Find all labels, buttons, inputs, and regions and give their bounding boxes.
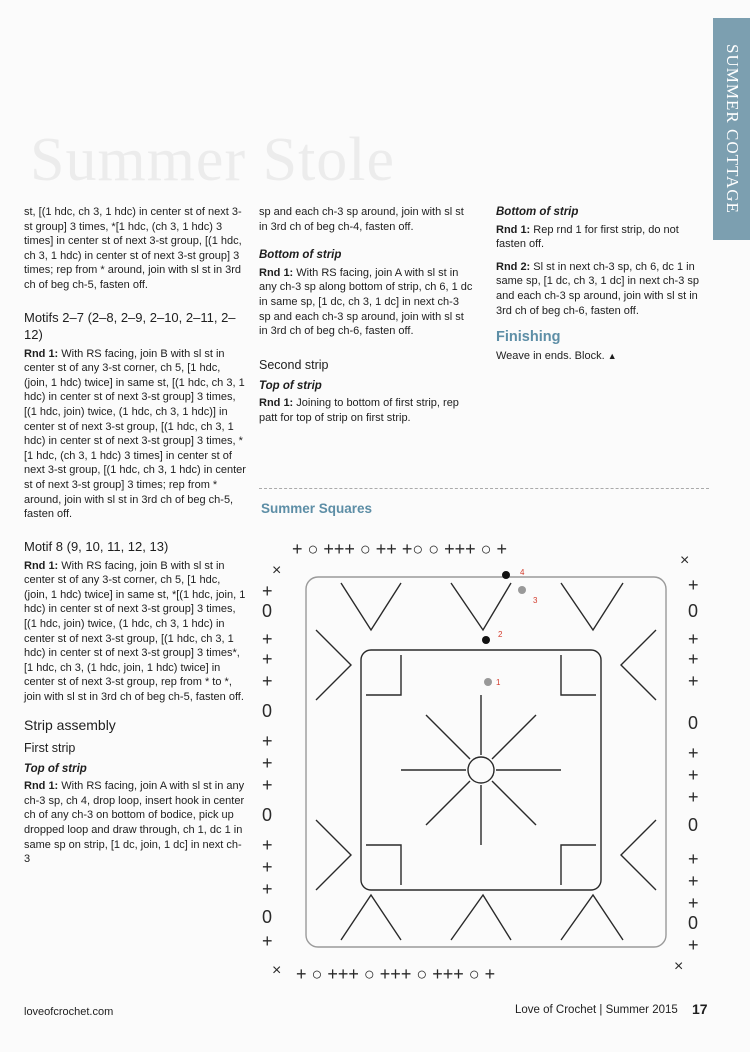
chart-corners — [272, 552, 689, 979]
svg-text:0: 0 — [262, 805, 273, 825]
crochet-chart — [256, 535, 716, 990]
svg-text:0: 0 — [688, 713, 699, 733]
column-2 — [259, 205, 473, 434]
finishing-heading: Finishing — [496, 329, 561, 346]
svg-text:0: 0 — [262, 601, 273, 621]
svg-text:+: + — [688, 743, 699, 763]
ghost-title: Summer Stole — [30, 126, 396, 194]
rnd1-body: Rep rnd 1 for first strip, do not fasten off. — [496, 223, 679, 251]
column-3 — [496, 205, 711, 371]
rnd-label: Rnd 1: — [24, 559, 59, 572]
top-of-strip-heading: Top of strip — [24, 762, 87, 775]
svg-text:0: 0 — [688, 601, 699, 621]
svg-text:+: + — [688, 849, 699, 869]
svg-text:0: 0 — [262, 701, 273, 721]
section-divider — [259, 488, 709, 489]
svg-text:+: + — [262, 775, 273, 795]
marker-3-dot — [518, 586, 526, 594]
chart-center — [401, 695, 561, 845]
chart-outer-chains — [306, 577, 666, 947]
chart-inner-square — [361, 650, 601, 890]
section-tab-label: SUMMER COTTAGE — [722, 44, 742, 214]
finishing-body: Weave in ends. Block. — [496, 349, 605, 362]
rnd2-text — [496, 260, 711, 318]
rnd-label: Rnd 1: — [259, 266, 294, 279]
svg-text:+: + — [262, 649, 273, 669]
top-body: Joining to bottom of first strip, rep patt for top of strip on first strip. — [259, 397, 459, 424]
second-strip-heading: Second strip — [259, 357, 329, 372]
chart-border-right — [688, 575, 699, 955]
column-1 — [24, 205, 246, 875]
bottom-of-strip-heading: Bottom of strip — [496, 206, 579, 218]
marker-1-dot — [484, 678, 492, 686]
svg-text:+: + — [688, 787, 699, 807]
end-mark-icon: ▲ — [607, 350, 617, 361]
page-number: 17 — [692, 1001, 708, 1017]
rnd1-text — [496, 223, 711, 252]
motifs-2-7-text — [24, 347, 246, 522]
rnd-label: Rnd 1: — [24, 347, 59, 360]
marker-2-dot — [482, 636, 490, 644]
rnd2-body: Sl st in next ch-3 sp, ch 6, dc 1 in same sp, [1 dc, ch 3, 1 dc] in next ch-3 sp and each ch-3 sp around, join with sl st in 3rd ch of beg ch-6, fasten off. — [496, 260, 699, 317]
svg-text:+: + — [262, 731, 273, 751]
marker-2-label: 2 — [498, 630, 503, 639]
svg-text:+ ○ +++ ○ +++ ○ +++ ○ +: + ○ +++ ○ +++ ○ +++ ○ + — [296, 964, 496, 984]
chart-border-top — [292, 539, 507, 984]
svg-text:+: + — [262, 879, 273, 899]
svg-text:+: + — [688, 649, 699, 669]
motifs-2-7-body: With RS facing, join B with sl st in center st of any 3-st corner, ch 5, [1 hdc, (join, 1 hdc) twice] in same st, [(1 hdc, ch 3, 1 hdc) in center st of next 3-st group] 3 times, [(1 hdc, join) twice, (1 hdc, ch 3, 1 hdc)] in center st of next 3-st group, [(1 hdc, ch 3, 1 hdc) in center st of next 3-st group] 3 times, *[1 hdc, (ch 3, 1 hdc) 3 times] in center st of next 3-st group, [(1 hdc, ch 3, 1 hdc) in center st of next 3-st group] 3 times; rep from * around, join with sl st in 3rd ch of beg ch-5, fasten off. — [24, 347, 246, 521]
motifs-2-7-heading: Motifs 2–7 (2–8, 2–9, 2–10, 2–11, 2–12) — [24, 309, 236, 342]
marker-3-label: 3 — [533, 596, 538, 605]
footer-site: loveofcrochet.com — [24, 1006, 114, 1018]
marker-4-label: 4 — [520, 568, 525, 577]
svg-text:+: + — [262, 931, 273, 951]
footer-magazine: Love of Crochet | Summer 2015 — [515, 1004, 678, 1016]
svg-text:0: 0 — [688, 815, 699, 835]
marker-1-label: 1 — [496, 678, 501, 687]
rnd-label: Rnd 1: — [259, 397, 294, 410]
marker-4-dot — [502, 571, 510, 579]
bottom-body: With RS facing, join A with sl st in any ch-3 sp along bottom of strip, ch 6, 1 dc in same sp, [1 dc, ch 3, 1 dc] in next ch-3 sp and each ch-3 sp around, join with sl st in 3rd ch of beg ch-6, fasten off. — [259, 266, 473, 338]
svg-text:+: + — [688, 765, 699, 785]
motif-8-heading: Motif 8 (9, 10, 11, 12, 13) — [24, 538, 169, 554]
svg-text:×: × — [272, 562, 282, 579]
svg-text:+: + — [262, 753, 273, 773]
chart-border-left — [262, 581, 273, 951]
rnd-label: Rnd 1: — [496, 223, 531, 236]
svg-text:+: + — [688, 671, 699, 691]
chart-markers — [482, 571, 526, 686]
svg-text:0: 0 — [688, 913, 699, 933]
svg-text:×: × — [674, 958, 684, 975]
bottom-text — [259, 266, 473, 339]
strip-body: With RS facing, join A with sl st in any ch-3 sp, ch 4, drop loop, insert hook in center ch of any ch-3 on bottom of bodice, pick up dropped loop and draw through, ch 1, dc 1 in same sp on strip, [1 dc, join, 1 dc] in next ch-3 — [24, 780, 245, 866]
top-text — [259, 396, 473, 425]
svg-text:+: + — [262, 857, 273, 877]
motif-8-body: With RS facing, join B with sl st in center st of any 3-st corner, ch 5, [1 hdc, (join, 1 hdc) twice] in same st, *[(1 hdc, join, 1 hdc) in center st of next 3-st group] 3 times, [(1 hdc, join) twice, (1 hdc, ch 3, 1 hdc) in center st of next 3-st group, [(1 hdc, ch 3, 1 hdc) in center st of next 3-st group] 3 times*, [1 hdc, ch 3, (1 hdc, join, 1 hdc) twice] in center st of next 3-st group, rep from * to *, join with sl st in 3rd ch of beg ch-5, fasten off. — [24, 559, 246, 704]
svg-text:+: + — [262, 581, 273, 601]
chart-title: Summer Squares — [261, 501, 373, 516]
strip-assembly-heading: Strip assembly — [24, 716, 116, 733]
first-strip-heading: First strip — [24, 740, 76, 755]
svg-text:+: + — [688, 893, 699, 913]
svg-text:+: + — [262, 835, 273, 855]
svg-text:0: 0 — [262, 907, 273, 927]
rnd-label: Rnd 2: — [496, 260, 531, 273]
intro-paragraph: sp and each ch-3 sp around, join with sl st in 3rd ch of beg ch-4, fasten off. — [259, 206, 464, 233]
section-tab — [713, 18, 750, 240]
intro-paragraph: st, [(1 hdc, ch 3, 1 hdc) in center st of next 3-st group] 3 times, *[1 hdc, (ch 3, 1 hdc) 3 times] in center st of next 3-st group, [(1 hdc, ch 3, 1 hdc) in center st of next 3-st group] 3 times; rep from * around, join with sl st in 3rd ch of beg ch-5, fasten off. — [24, 206, 242, 291]
motif-8-text — [24, 559, 246, 705]
svg-text:+: + — [688, 575, 699, 595]
svg-text:×: × — [680, 552, 690, 569]
svg-text:+: + — [688, 935, 699, 955]
svg-text:+: + — [688, 629, 699, 649]
svg-text:+: + — [688, 871, 699, 891]
svg-text:×: × — [272, 962, 282, 979]
rnd-label: Rnd 1: — [24, 780, 59, 793]
finishing-text — [496, 349, 711, 364]
svg-text:+: + — [262, 671, 273, 691]
svg-text:+ ○ +++ ○ ++ +○ ○ +++ ○ +: + ○ +++ ○ ++ +○ ○ +++ ○ + — [292, 539, 507, 559]
strip-text — [24, 779, 246, 867]
bottom-of-strip-heading: Bottom of strip — [259, 249, 342, 262]
svg-text:+: + — [262, 629, 273, 649]
top-of-strip-heading: Top of strip — [259, 379, 322, 392]
